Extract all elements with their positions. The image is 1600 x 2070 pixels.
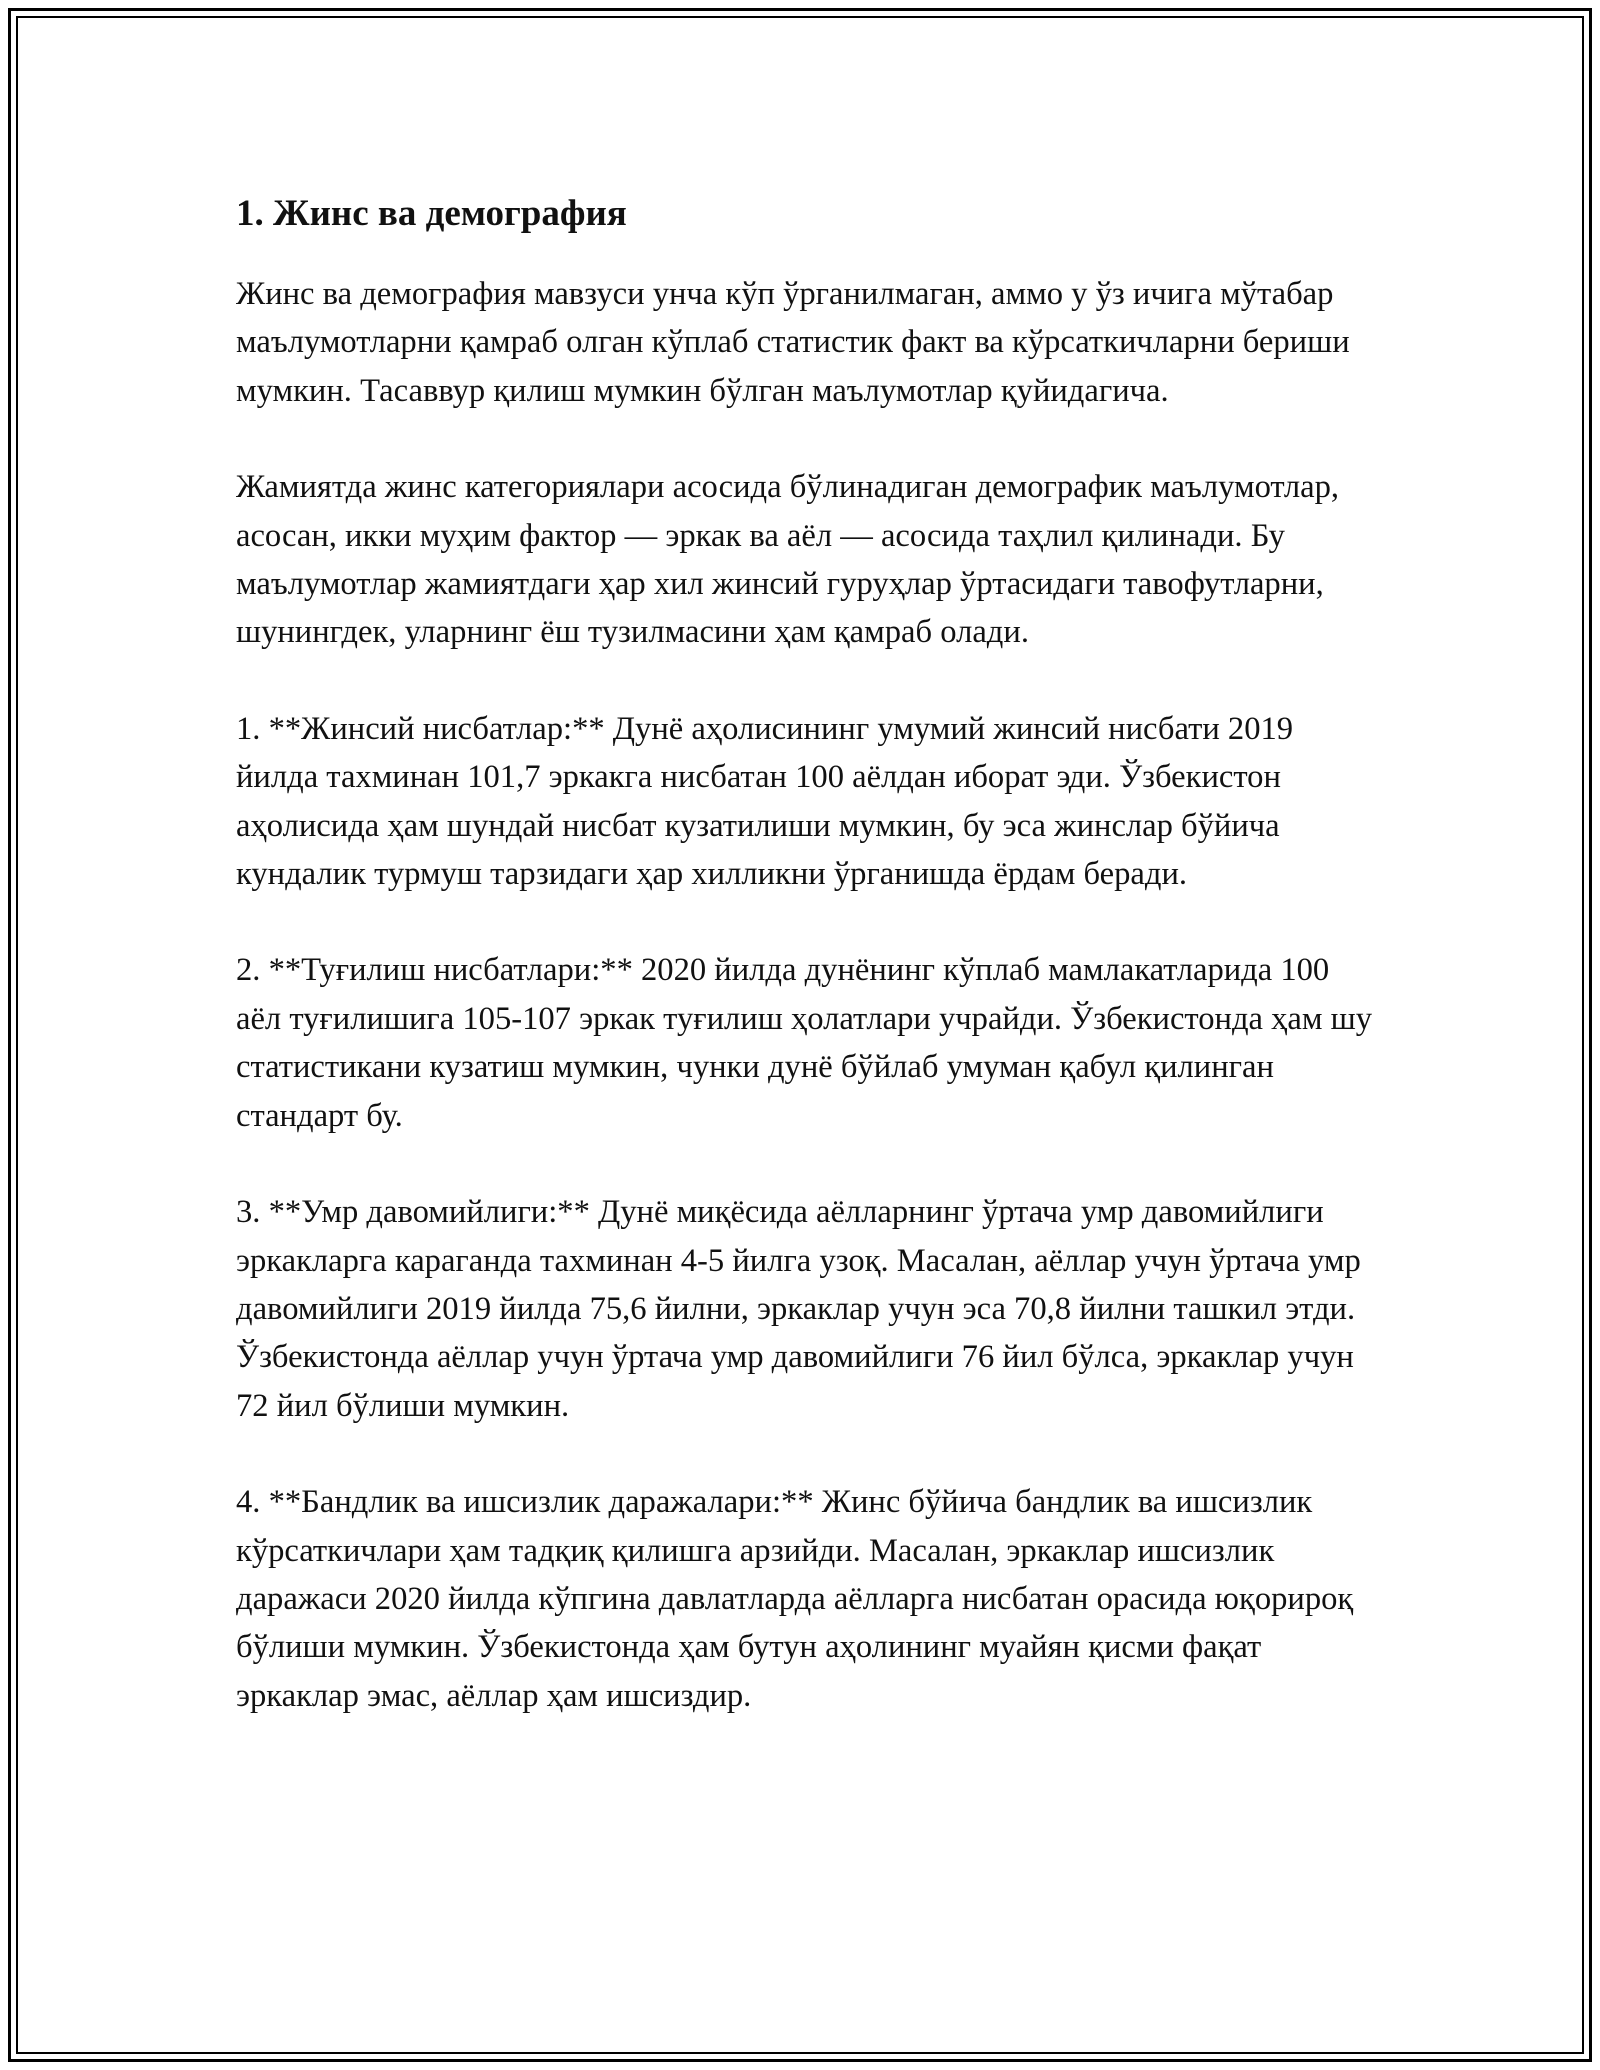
document-body — [236, 186, 1376, 1768]
intro-paragraph: Жинс ва демография мавзуси унча кўп ўрганилмаган, аммо у ўз ичига мўтабар маълумотларни қамраб олган кўплаб статистик факт ва кўрсаткичларни бериши мумкин. Тасаввур қилиш мумкин бўлган маълумотлар қуйидагича. — [236, 276, 1350, 409]
context-paragraph: Жамиятда жинс категориялари асосида бўлинадиган демографик маълумотлар, асосан, икки муҳим фактор — эркак ва аёл — асосида таҳлил қилинади. Бу маълумотлар жамиятдаги ҳар хил жинсий гуруҳлар ўртасидаги тавофутларни, шунингдек, уларнинг ёш тузилмасини ҳам қамраб олади. — [236, 469, 1340, 651]
document-title: 1. Жинс ва демография — [236, 193, 627, 234]
birth-ratio-paragraph: 2. **Туғилиш нисбатлари:** 2020 йилда дунёнинг кўплаб мамлакатларида 100 аёл туғилишига 105-107 эркак туғилиш ҳолатлари учрайди. Ўзбекистонда ҳам шу статистикани кузатиш мумкин, чунки дунё бўйлаб умуман қабул қилинган стандарт бу. — [236, 952, 1373, 1134]
sex-ratio-paragraph: 1. **Жинсий нисбатлар:** Дунё аҳолисининг умумий жинсий нисбати 2019 йилда тахминан 101,7 эркакга нисбатан 100 аёлдан иборат эди. Ўзбекистон аҳолисида ҳам шундай нисбат кузатилиши мумкин, бу эса жинслар бўйича кундалик турмуш тарзидаги ҳар хилликни ўрганишда ёрдам беради. — [236, 710, 1294, 893]
employment-paragraph: 4. **Бандлик ва ишсизлик даражалари:** Жинс бўйича бандлик ва ишсизлик кўрсаткичлари ҳам тадқиқ қилишга арзийди. Масалан, эркаклар ишсизлик даражаси 2020 йилда кўпгина давлатларда аёлларга нисбатан орасида юқорироқ бўлиши мумкин. Ўзбекистонда ҳам бутун аҳолининг муайян қисми фақат эркаклар эмас, аёллар ҳам ишсиздир. — [236, 1484, 1354, 1714]
life-expectancy-paragraph: 3. **Умр давомийлиги:** Дунё миқёсида аёлларнинг ўртача умр давомийлиги эркакларга караганда тахминан 4-5 йилга узоқ. Масалан, аёллар учун ўртача умр давомийлиги 2019 йилда 75,6 йилни, эркаклар учун эса 70,8 йилни ташкил этди. Ўзбекистонда аёллар учун ўртача умр давомийлиги 76 йил бўлса, эркаклар учун 72 йил бўлиши мумкин. — [236, 1194, 1361, 1424]
